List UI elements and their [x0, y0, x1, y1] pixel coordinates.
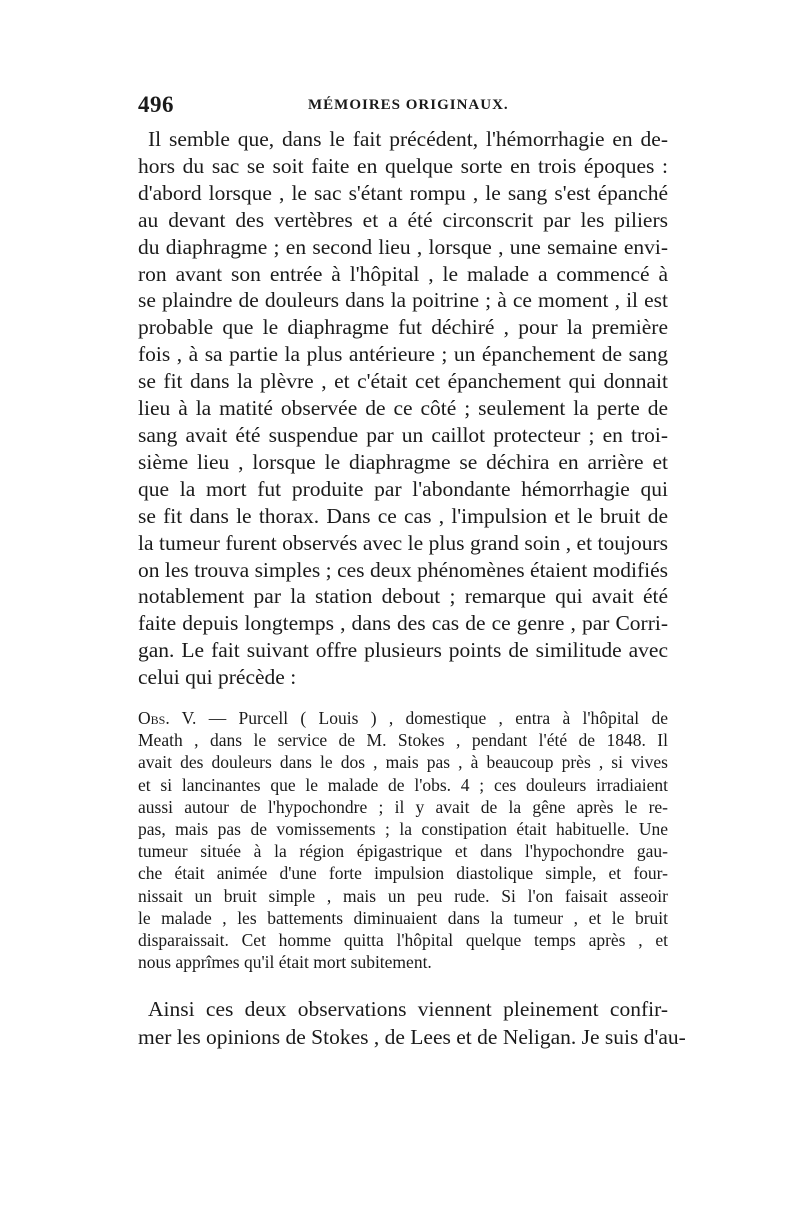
- text-line: — Purcell ( Louis ) , domestique , entra à l'hôpital de: [196, 708, 668, 729]
- text-line: ron avant son entrée à l'hôpital , le malade a commencé à: [138, 261, 668, 286]
- text-line: la tumeur furent observés avec le plus grand soin , et toujours: [138, 530, 668, 555]
- observation-label: Obs. V.: [138, 708, 197, 729]
- text-line: se fit dans le thorax. Dans ce cas , l'impulsion et le bruit de: [138, 503, 668, 528]
- text-line: aussi autour de l'hypochondre ; il y avait de la gêne après le re-: [138, 796, 668, 817]
- book-page: [138, 92, 686, 1051]
- page-number: 496: [138, 92, 174, 117]
- text-line: du diaphragme ; en second lieu , lorsque , une semaine envi-: [138, 234, 668, 259]
- text-line: le malade , les battements diminuaient dans la tumeur , et le bruit: [138, 907, 668, 928]
- running-head: [138, 92, 668, 122]
- observation-v-block: [138, 707, 668, 973]
- text-line: fois , à sa partie la plus antérieure ; un épanchement de sang: [138, 342, 668, 367]
- text-line: disparaissait. Cet homme quitta l'hôpital quelque temps après , et: [138, 930, 668, 951]
- text-line: Meath , dans le service de M. Stokes , pendant l'été de 1848. Il: [138, 730, 668, 751]
- text-line: avait des douleurs dans le dos , mais pas , à beaucoup près , si vives: [138, 752, 668, 773]
- text-line: et si lancinantes que le malade de l'obs. 4 ; ces douleurs irradiaient: [138, 774, 668, 795]
- text-line: che était animée d'une forte impulsion diastolique simple, et four-: [138, 863, 668, 884]
- text-line: hors du sac se soit faite en quelque sorte en trois époques :: [138, 153, 668, 178]
- text-line: pas, mais pas de vomissements ; la constipation était habituelle. Une: [138, 819, 668, 840]
- text-line: se fit dans la plèvre , et c'était cet épanchement qui donnait: [138, 369, 668, 394]
- paragraph-conclusion: [138, 995, 686, 1051]
- text-line: nous apprîmes qu'il était mort subitement.: [138, 952, 432, 973]
- text-line: se plaindre de douleurs dans la poitrine ; à ce moment , il est: [138, 288, 668, 313]
- text-line: sième lieu , lorsque le diaphragme se déchira en arrière et: [138, 449, 668, 474]
- text-line: notablement par la station debout ; remarque qui avait été: [138, 584, 668, 609]
- text-line: Ainsi ces deux observations viennent pleinement confir-: [148, 997, 668, 1022]
- text-line: lieu à la matité observée de ce côté ; seulement la perte de: [138, 396, 668, 421]
- text-line: probable que le diaphragme fut déchiré , pour la première: [138, 315, 668, 340]
- text-line: que la mort fut produite par l'abondante hémorrhagie qui: [138, 476, 668, 501]
- text-line: on les trouva simples ; ces deux phénomènes étaient modifiés: [138, 557, 668, 582]
- text-line: au devant des vertèbres et a été circonscrit par les piliers: [138, 207, 668, 232]
- paragraph-hemorrhage-discussion: [138, 126, 668, 691]
- text-line: Il semble que, dans le fait précédent, l'hémorrhagie en de-: [148, 127, 668, 151]
- text-line: mer les opinions de Stokes , de Lees et de Neligan. Je suis d'au-: [138, 1025, 686, 1050]
- text-line: nissait un bruit simple , mais un peu rude. Si l'on faisait asseoir: [138, 885, 668, 906]
- text-line: faite depuis longtemps , dans des cas de ce genre , par Corri-: [138, 611, 668, 636]
- text-line: sang avait été suspendue par un caillot protecteur ; en troi-: [138, 422, 668, 447]
- text-line: celui qui précède :: [138, 665, 297, 690]
- text-line: d'abord lorsque , le sac s'étant rompu , le sang s'est épanché: [138, 180, 668, 205]
- observation-first-line: [138, 707, 668, 729]
- running-title: MÉMOIRES ORIGINAUX.: [308, 97, 509, 113]
- text-line: gan. Le fait suivant offre plusieurs points de similitude avec: [138, 638, 668, 663]
- text-line: tumeur située à la région épigastrique et dans l'hypochondre gau-: [138, 841, 668, 862]
